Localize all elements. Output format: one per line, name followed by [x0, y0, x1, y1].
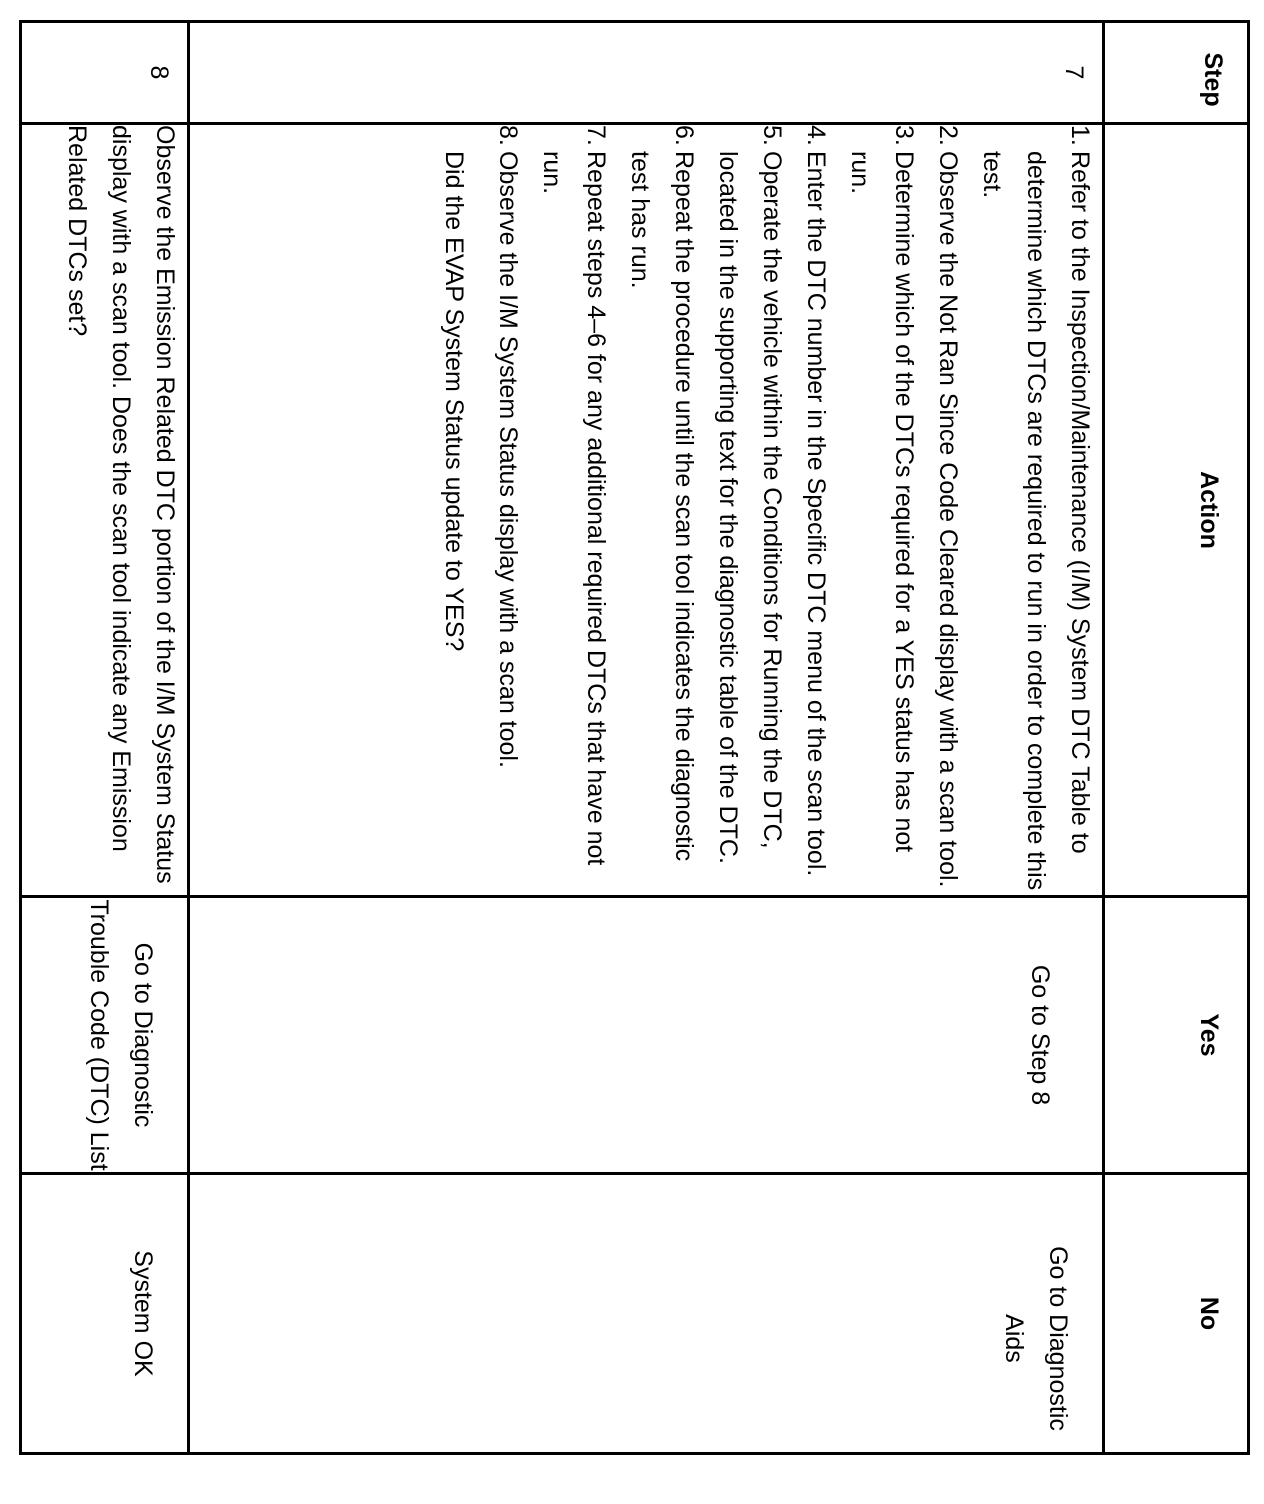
question-text: Did the EVAP System Status update to YES? [440, 151, 468, 652]
list-item: 4.Enter the DTC number in the Specific DTC menu of the scan tool. [802, 125, 830, 877]
diagnostic-table [19, 20, 1250, 1455]
action-cell [189, 124, 1104, 897]
table-row [21, 22, 189, 1454]
step-number: 7 [189, 22, 1104, 124]
action-cell: Observe the Emission Related DTC portion of the I/M System Status display with a scan tool. Does the scan tool indicate any Emission Related DTCs set? [21, 124, 189, 897]
yes-cell: Go to Step 8 [189, 897, 1104, 1174]
no-cell: System OK [21, 1174, 189, 1454]
list-item: 6.Repeat the procedure until the scan tool indicates the diagnostic test has run. [626, 125, 698, 862]
yes-cell: Go to Diagnostic Trouble Code (DTC) List [21, 897, 189, 1174]
list-item: 3.Determine which of the DTCs required for a YES status has not run. [846, 125, 918, 853]
step-number: 8 [21, 22, 189, 124]
list-item: 2.Observe the Not Ran Since Code Cleared display with a scan tool. [934, 125, 962, 888]
header-action: Action [1104, 124, 1249, 897]
table-row [189, 22, 1104, 1454]
header-step: Step [1104, 22, 1249, 124]
header-row [1104, 22, 1249, 1454]
list-item: 1.Refer to the Inspection/Maintenance (I/M) System DTC Table to determine which DTCs are required to run in order to complete this test. [978, 125, 1094, 891]
list-item: 7.Repeat steps 4–6 for any additional required DTCs that have not run. [538, 125, 610, 866]
header-yes: Yes [1104, 897, 1249, 1174]
header-no: No [1104, 1174, 1249, 1454]
procedure-list [486, 125, 1102, 895]
list-item: 8.Observe the I/M System Status display with a scan tool. [494, 125, 522, 768]
no-cell: Go to Diagnostic Aids [189, 1174, 1104, 1454]
list-item: 5.Operate the vehicle within the Conditions for Running the DTC, located in the supporting text for the diagnostic table of the DTC. [714, 125, 786, 864]
